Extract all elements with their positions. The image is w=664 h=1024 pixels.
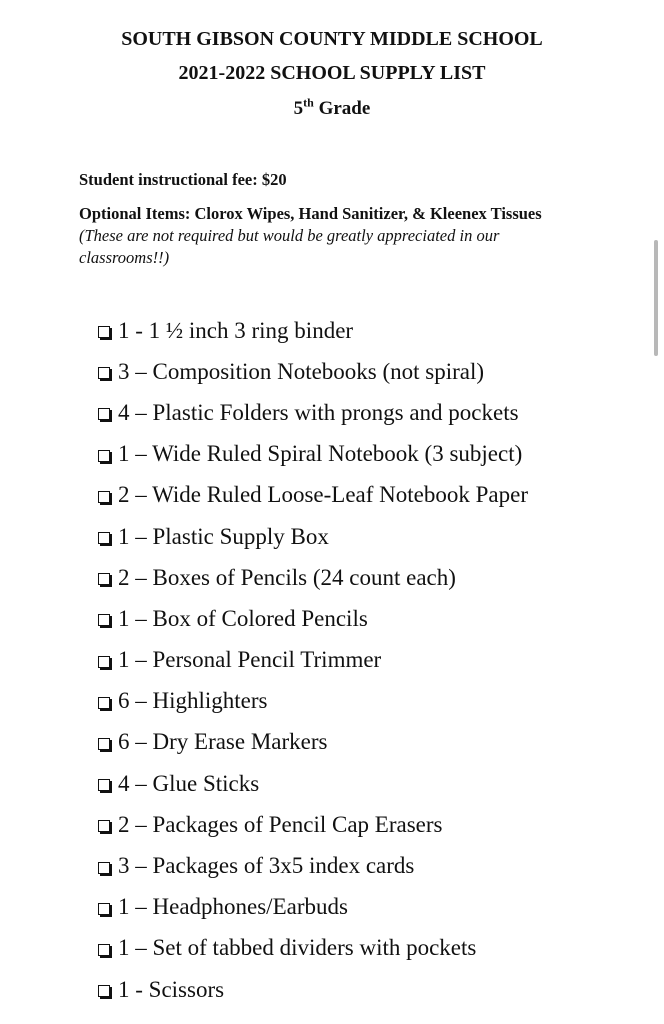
checkbox-icon — [98, 697, 110, 709]
grade-heading — [0, 97, 664, 121]
checkbox-icon — [98, 573, 110, 585]
checkbox-icon — [98, 614, 110, 626]
supply-item — [98, 557, 528, 598]
supply-item — [98, 475, 528, 516]
supply-item-label: 3 – Composition Notebooks (not spiral) — [118, 358, 485, 384]
supply-item — [98, 763, 528, 804]
supply-item-label: 1 - Scissors — [118, 976, 225, 1002]
supply-item-label: 1 - 1 ½ inch 3 ring binder — [118, 317, 354, 343]
supply-item — [98, 598, 528, 639]
checkbox-icon — [98, 820, 110, 832]
supply-item-label: 1 – Wide Ruled Spiral Notebook (3 subject) — [118, 441, 523, 467]
checkbox-icon — [98, 532, 110, 544]
supply-item-label: 1 – Headphones/Earbuds — [118, 894, 348, 920]
supply-item — [98, 928, 528, 969]
grade-suffix: th — [303, 95, 314, 110]
supply-item-label: 1 – Personal Pencil Trimmer — [118, 647, 382, 673]
checkbox-icon — [98, 367, 110, 379]
supply-item — [98, 969, 528, 1010]
supply-item-label: 1 – Box of Colored Pencils — [118, 605, 368, 631]
checkbox-icon — [98, 326, 110, 338]
instructional-fee: Student instructional fee: $20 — [79, 170, 287, 189]
supply-item — [98, 640, 528, 681]
school-name: SOUTH GIBSON COUNTY MIDDLE SCHOOL — [121, 28, 543, 50]
supply-item-label: 2 – Packages of Pencil Cap Erasers — [118, 811, 443, 837]
checkbox-icon — [98, 656, 110, 668]
checkbox-icon — [98, 862, 110, 874]
checkbox-icon — [98, 944, 110, 956]
optional-items-note: (These are not required but would be greatly appreciated in our classrooms!!) — [79, 226, 500, 267]
supply-item — [98, 310, 528, 351]
supply-item — [98, 845, 528, 886]
supply-item-label: 6 – Dry Erase Markers — [118, 729, 328, 755]
supply-item-label: 1 – Plastic Supply Box — [118, 523, 329, 549]
checkbox-icon — [98, 779, 110, 791]
supply-item-label: 3 – Packages of 3x5 index cards — [118, 853, 415, 879]
supply-item — [98, 434, 528, 475]
checkbox-icon — [98, 408, 110, 420]
supply-list — [98, 310, 528, 1010]
scrollbar[interactable] — [654, 240, 658, 356]
supply-item — [98, 804, 528, 845]
supply-item — [98, 351, 528, 392]
supply-item-label: 2 – Boxes of Pencils (24 count each) — [118, 564, 456, 590]
checkbox-icon — [98, 985, 110, 997]
checkbox-icon — [98, 491, 110, 503]
optional-items-list: Optional Items: Clorox Wipes, Hand Sanitizer, & Kleenex Tissues — [79, 204, 542, 223]
checkbox-icon — [98, 450, 110, 462]
optional-items — [79, 203, 579, 269]
supply-item-label: 6 – Highlighters — [118, 688, 268, 714]
checkbox-icon — [98, 903, 110, 915]
supply-item — [98, 681, 528, 722]
supply-item-label: 1 – Set of tabbed dividers with pockets — [118, 935, 477, 961]
supply-item — [98, 887, 528, 928]
supply-item — [98, 392, 528, 433]
supply-item-label: 2 – Wide Ruled Loose-Leaf Notebook Paper — [118, 482, 528, 508]
supply-item — [98, 722, 528, 763]
checkbox-icon — [98, 738, 110, 750]
supply-item-label: 4 – Plastic Folders with prongs and pockets — [118, 399, 519, 425]
grade-word: Grade — [313, 98, 371, 119]
supply-list-title: 2021-2022 SCHOOL SUPPLY LIST — [178, 62, 486, 84]
supply-item-label: 4 – Glue Sticks — [118, 770, 260, 796]
grade-number: 5 — [293, 98, 304, 119]
supply-item — [98, 516, 528, 557]
